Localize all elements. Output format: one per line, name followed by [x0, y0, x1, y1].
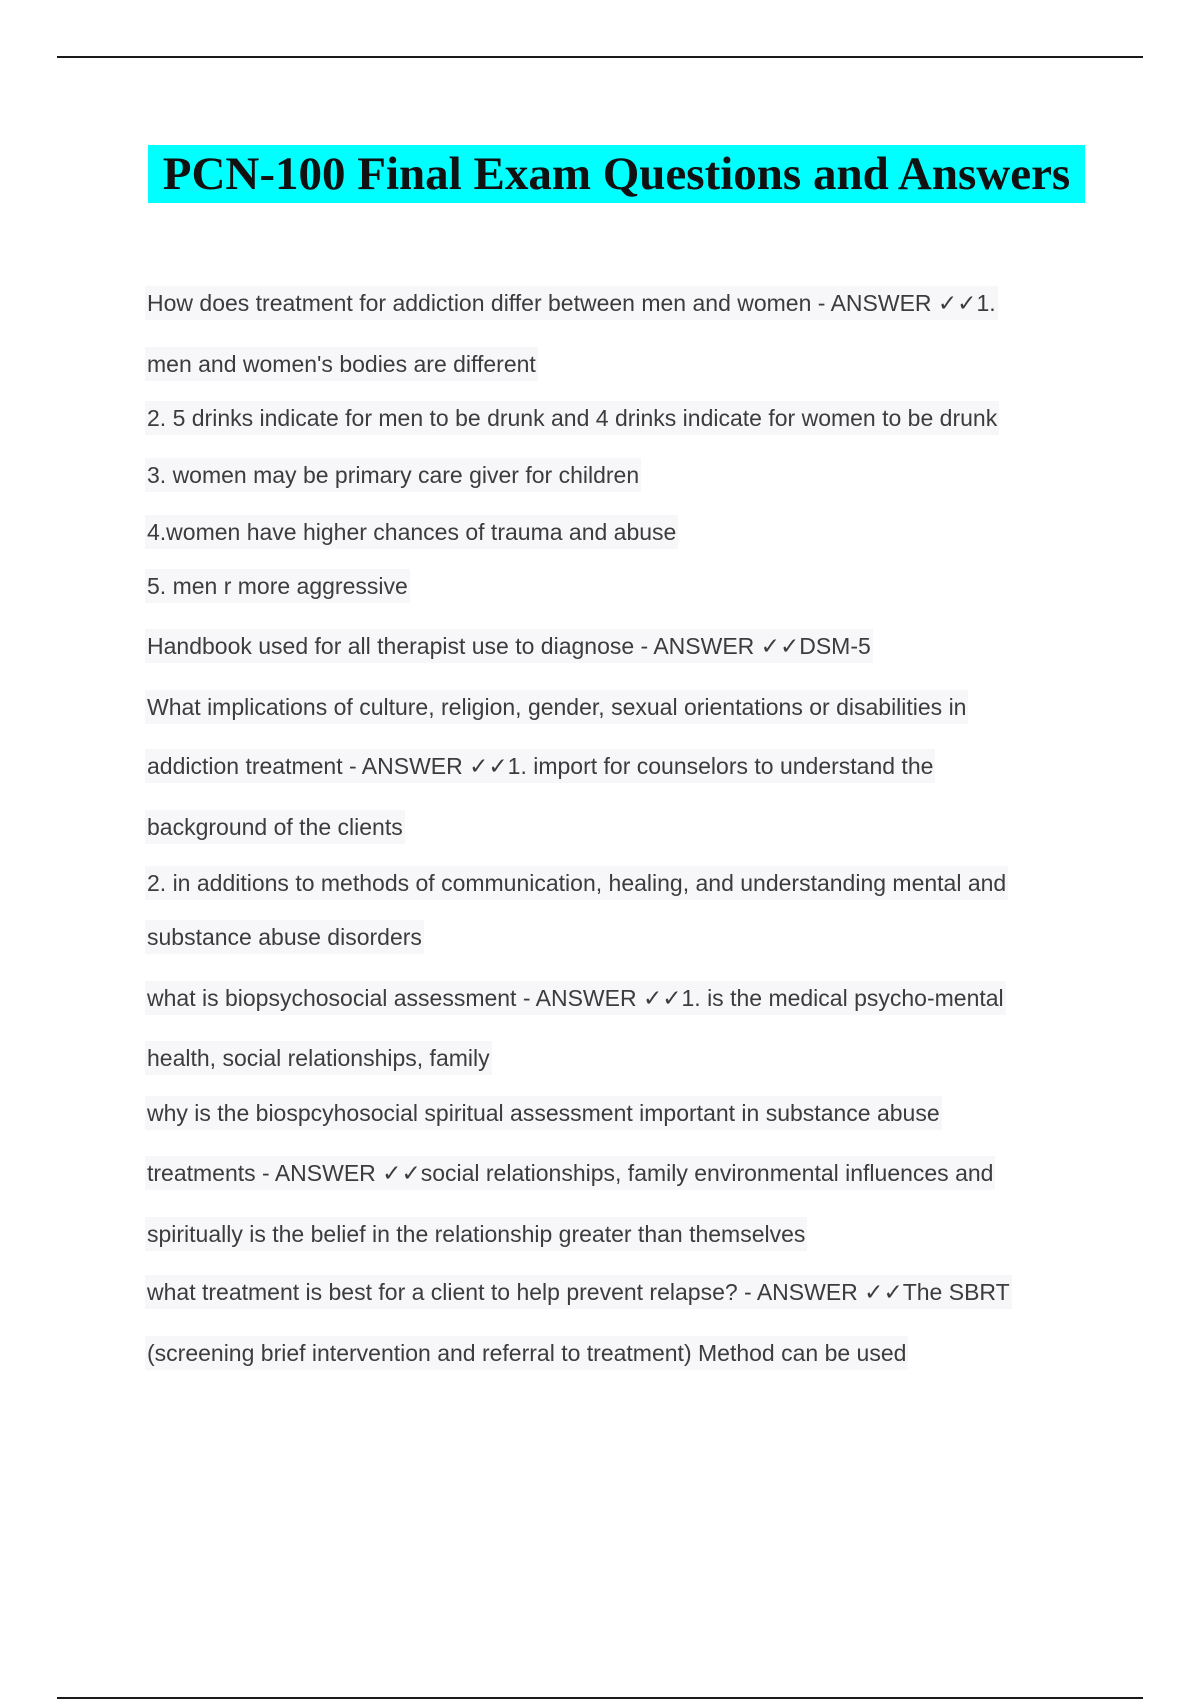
- text-line: (screening brief intervention and referral to treatment) Method can be used: [145, 1336, 908, 1370]
- text-line: substance abuse disorders: [145, 920, 424, 954]
- text-line: 3. women may be primary care giver for children: [145, 458, 641, 492]
- text-line: background of the clients: [145, 810, 405, 844]
- text-line: health, social relationships, family: [145, 1041, 492, 1075]
- text-line: what is biopsychosocial assessment - ANSWER ✓✓1. is the medical psycho-mental: [145, 981, 1006, 1015]
- footer-rule: [57, 1697, 1143, 1699]
- header-rule: [57, 56, 1143, 58]
- text-line: How does treatment for addiction differ between men and women - ANSWER ✓✓1.: [145, 286, 998, 320]
- text-line: spiritually is the belief in the relationship greater than themselves: [145, 1217, 807, 1251]
- title-highlight: [148, 145, 1085, 203]
- text-line: 2. in additions to methods of communication, healing, and understanding mental and: [145, 866, 1008, 900]
- text-line: 4.women have higher chances of trauma and abuse: [145, 515, 678, 549]
- text-line: what treatment is best for a client to help prevent relapse? - ANSWER ✓✓The SBRT: [145, 1275, 1012, 1309]
- text-line: treatments - ANSWER ✓✓social relationships, family environmental influences and: [145, 1156, 995, 1190]
- text-line: why is the biospcyhosocial spiritual assessment important in substance abuse: [145, 1096, 942, 1130]
- page-title: PCN-100 Final Exam Questions and Answers: [162, 148, 1071, 200]
- text-line: men and women's bodies are different: [145, 347, 538, 381]
- text-line: addiction treatment - ANSWER ✓✓1. import for counselors to understand the: [145, 749, 935, 783]
- text-line: What implications of culture, religion, gender, sexual orientations or disabilities in: [145, 690, 968, 724]
- text-line: Handbook used for all therapist use to diagnose - ANSWER ✓✓DSM-5: [145, 629, 873, 663]
- text-line: 2. 5 drinks indicate for men to be drunk and 4 drinks indicate for women to be drunk: [145, 401, 999, 435]
- text-line: 5. men r more aggressive: [145, 569, 410, 603]
